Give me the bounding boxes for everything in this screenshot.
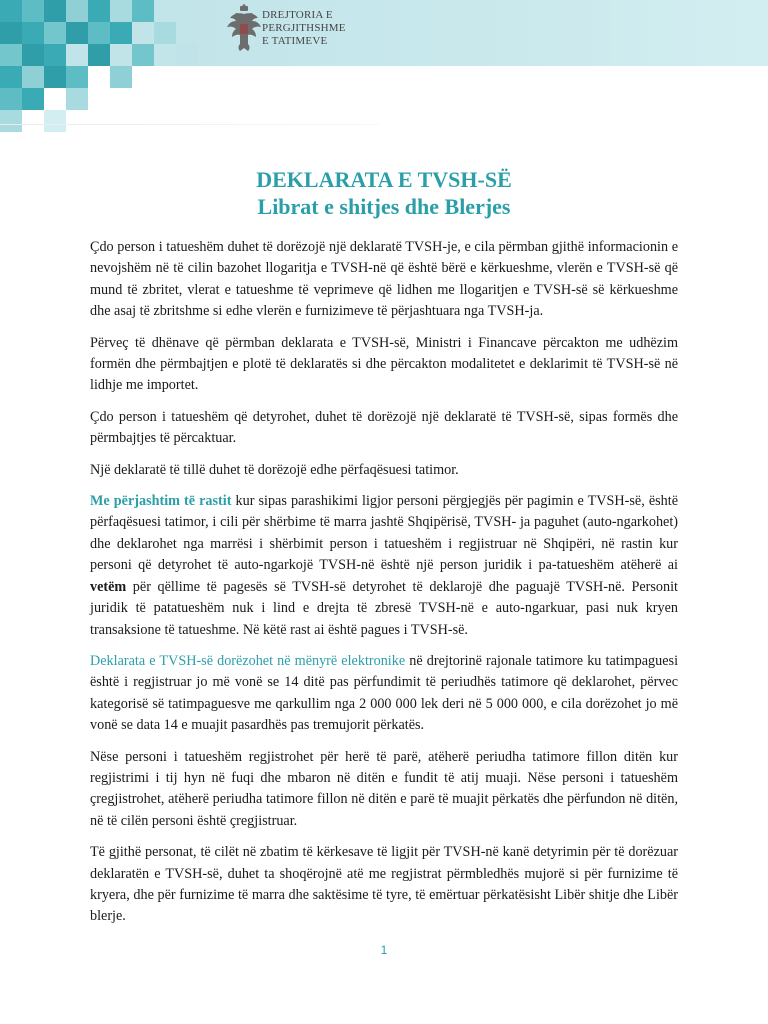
- paragraph: Çdo person i tatueshëm që detyrohet, duhet të dorëzojë një deklaratë të TVSH-së, sipas formës dhe përmbajtjes të përcaktuar.: [90, 408, 678, 447]
- paragraph: [90, 651, 678, 737]
- paragraph: Një deklaratë të tillë duhet të dorëzojë edhe përfaqësuesi tatimor.: [90, 461, 459, 478]
- page-number: 1: [380, 943, 388, 957]
- org-name-line: E TATIMEVE: [262, 35, 328, 47]
- paragraph: Nëse personi i tatueshëm regjistrohet për herë të parë, atëherë periudha tatimore fillon ditën kur regjistrimi i tij hyn në fuqi dhe mbaron në ditën e fundit të atij muaji. Nëse personi i tatueshëm çregjistrohet, atëherë periudha tatimore fillon në ditën e parë të muajit përkatës dhe përfundon në ditën, në të cilën personi është çregjistruar.: [90, 748, 678, 829]
- highlight-lead: Me përjashtim të rastit: [90, 493, 232, 510]
- paragraph: [90, 491, 678, 641]
- paragraph: Të gjithë personat, të cilët në zbatim të kërkesave të ligjit për TVSH-në kanë detyrimin për të dorëzuar deklaratën e TVSH-së, duhet ta shoqërojnë atë me regjistrat përmbledhës mujorë si për furnizime të kryera, dhe për furnizime të marra dhe saktësime të tyre, të emërtuar përkatësisht Libër shitje dhe Libër blerje.: [90, 844, 678, 925]
- highlight-lead: Deklarata e TVSH-së dorëzohet në mënyrë elektronike: [90, 652, 406, 669]
- paragraph: Përveç të dhënave që përmban deklarata e TVSH-së, Ministri i Financave përcakton me udhëzim formën dhe përmbajtjen e plotë të deklaratës si dhe përcakton modalitetet e deklarimit të TVSH-së në lidhje me importet.: [90, 334, 678, 394]
- bold-emphasis: vetëm: [90, 578, 127, 595]
- paragraph-text: në drejtorinë rajonale tatimore ku tatimpaguesi është i regjistruar jo më vonë se 14 ditë pas përfundimit të periudhës tatimore që deklarohet, përvec kategorisë së tatimpaguesve me qarkullim nga 2 000 000 lek deri në 5 000 000, e cila dorëzohet jo më vonë se data 14 e muajit pasardhës pas tremujorit përkatës.: [90, 652, 679, 734]
- org-name-line: PERGJITHSHME: [262, 22, 346, 34]
- document-body: [90, 237, 678, 938]
- paragraph-text: për qëllime të pagesës së TVSH-së detyrohet të deklarojë dhe paguajë TVSH-në. Personit juridik të patatueshëm nuk i lind e drejta të zbresë TVSH-në e auto-ngarkuar, pasi nuk kryen transaksione të tatueshme. Në këtë rast ai është pagues i TVSH-së.: [90, 578, 678, 638]
- title-line-1: DEKLARATA E TVSH-SË: [256, 167, 512, 192]
- eagle-emblem-icon: [224, 4, 264, 56]
- title-line-2: Librat e shitjes dhe Blerjes: [257, 194, 511, 219]
- document-title: [0, 166, 768, 220]
- header-divider: [0, 124, 380, 125]
- organization-name: [262, 9, 346, 48]
- org-name-line: DREJTORIA E: [262, 9, 333, 21]
- paragraph: Çdo person i tatueshëm duhet të dorëzojë një deklaratë TVSH-je, e cila përmban gjithë informacionin e nevojshëm në të cilin bazohet llogaritja e TVSH-në që është bërë e kërkueshme, vlerën e TVSH-së që mund të zbritet, vlerat e tatueshme të veprimeve që lidhen me llogaritjen e TVSH-së së kërkueshme dhe asaj të zbritshme si edhe vlerën e furnizimeve të përjashtuara nga TVSH-ja.: [90, 239, 678, 320]
- paragraph-text: kur sipas parashikimi ligjor personi përgjegjës për pagimin e TVSH-së, është përfaqësuesi tatimor, i cili për shërbime të marra jashtë Shqipërisë, TVSH- ja paguhet (auto-ngarkohet) dhe deklarohet nga marrësi i shërbimit person i tatueshëm i regjistruar në Shqipëri, në rastin kur personi që detyrohet të auto-ngarkojë TVSH-në është një person juridik i pa-tatueshëm atëherë ai: [90, 493, 678, 574]
